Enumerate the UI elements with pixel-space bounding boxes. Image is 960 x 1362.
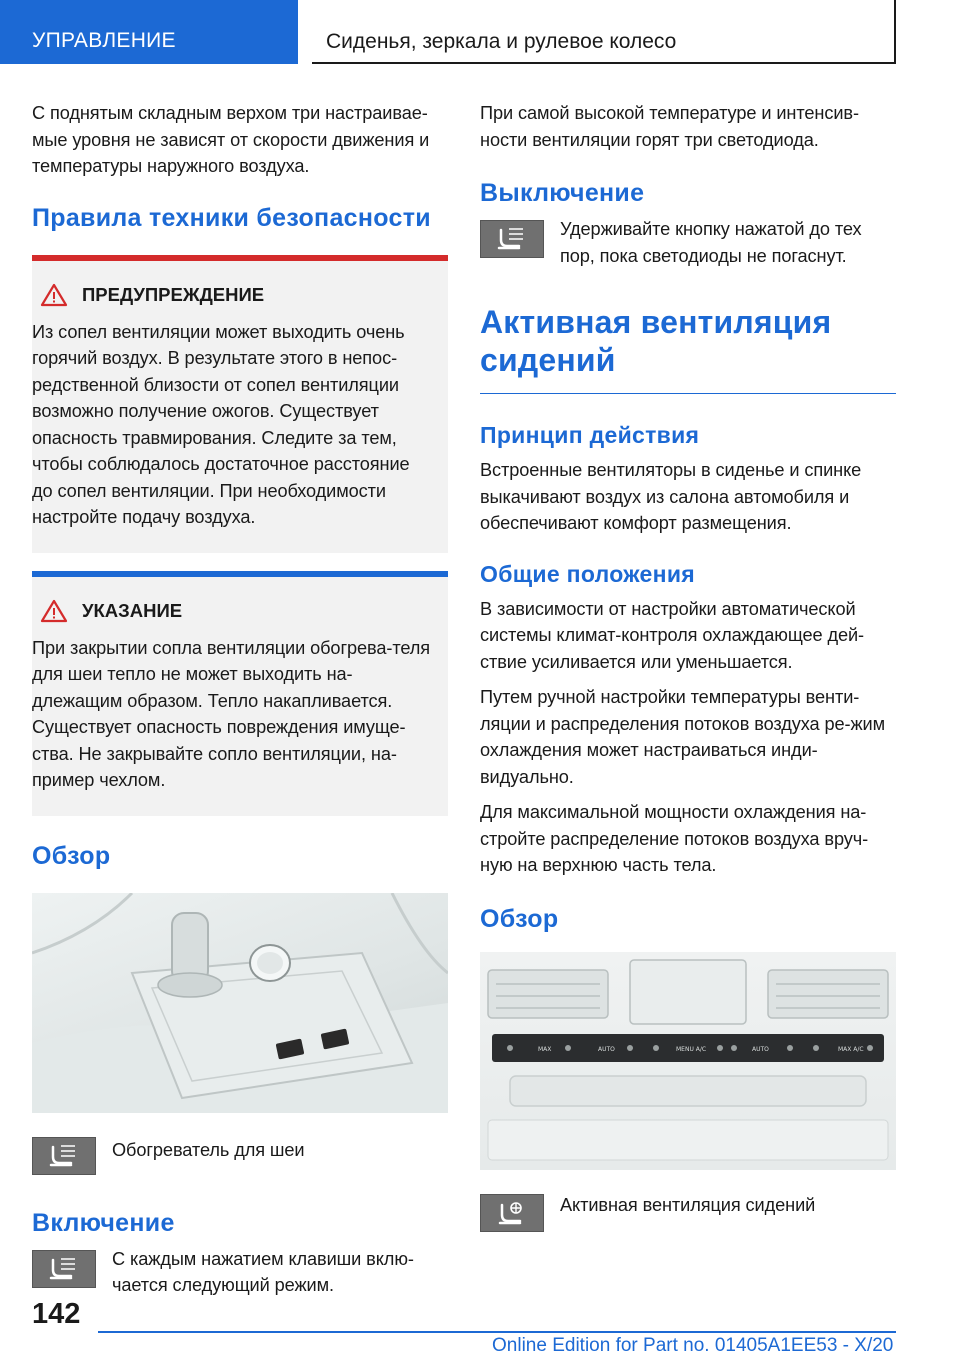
climate-panel-illustration <box>480 952 896 1170</box>
seat-icon <box>47 1143 81 1169</box>
seat-heat-off-icon <box>495 226 529 252</box>
off-text: Удерживайте кнопку нажатой до тех пор, пока светодиоды не погаснут. <box>560 219 862 266</box>
seat-vent-button-icon <box>480 1194 544 1232</box>
main-heading-line-2: сидений <box>480 342 616 378</box>
on-row <box>32 1246 448 1299</box>
note-label: УКАЗАНИЕ <box>82 599 183 621</box>
seat-heat-icon <box>47 1256 81 1282</box>
right-column <box>480 100 896 1232</box>
heading-rule <box>480 393 896 394</box>
principle-heading: Принцип действия <box>480 422 700 448</box>
center-console-photo <box>32 893 448 1113</box>
safety-heading: Правила техники безопасности <box>32 203 431 232</box>
general-paragraph-3: Для максимальной мощности охлаждения на-стройте распределение потоков воздуха вруч-ную на верхнюю часть тела. <box>480 802 869 875</box>
footer-rule <box>98 1331 896 1333</box>
overview-heading-right: Обзор <box>480 904 559 933</box>
overview-heading-left: Обзор <box>32 841 111 870</box>
off-row <box>480 216 896 269</box>
general-paragraph-1: В зависимости от настройки автоматической системы климат-контроля охлаждающее дей-ствие усиливается или уменьшается. <box>480 598 865 672</box>
climate-panel-photo <box>480 952 896 1170</box>
panel-label-auto: AUTO <box>598 1045 615 1053</box>
intro-paragraph: С поднятым складным верхом три настраивае-мые уровня не зависят от скорости движения и температуры наружного воздуха. <box>32 103 430 176</box>
main-heading-line-1: Активная вентиляция <box>480 304 832 340</box>
neck-heater-row <box>32 1133 448 1175</box>
off-button-icon <box>480 220 544 258</box>
off-heading: Выключение <box>480 179 645 207</box>
warning-label: ПРЕДУПРЕЖДЕНИЕ <box>82 283 265 305</box>
warning-box <box>32 255 448 553</box>
panel-label-max: MAX <box>538 1045 552 1053</box>
warning-header <box>32 283 434 307</box>
left-column <box>32 100 448 1299</box>
right-intro: При самой высокой температуре и интенсив-ности вентиляции горят три светодиода. <box>480 103 859 150</box>
note-box <box>32 571 448 816</box>
on-text: С каждым нажатием клавиши вклю-чается следующий режим. <box>112 1248 414 1295</box>
seat-vent-row <box>480 1190 896 1232</box>
note-header <box>32 599 434 623</box>
chapter-title: Сиденья, зеркала и рулевое колесо <box>312 0 896 64</box>
panel-label-auto-2: AUTO <box>752 1045 769 1053</box>
center-console-illustration <box>32 893 448 1113</box>
neck-heater-label: Обогреватель для шеи <box>112 1139 305 1160</box>
seat-ventilation-icon <box>495 1199 529 1227</box>
neck-heater-button-icon <box>32 1137 96 1175</box>
main-heading <box>480 303 896 379</box>
edition-text: Online Edition for Part no. 01405A1EE53 - X/20 <box>492 1335 894 1356</box>
caution-triangle-icon <box>40 599 68 623</box>
page-number: 142 <box>32 1298 81 1330</box>
panel-label-max-ac: MAX A/C <box>838 1045 864 1053</box>
principle-text: Встроенные вентиляторы в сиденье и спинке выкачивают воздух из салона автомобиля и обеспечивают комфорт размещения. <box>480 460 862 533</box>
warning-text: Из сопел вентиляции может выходить очень горячий воздух. В результате этого в непос-редственной близости от сопел вентиляции возможно получение ожогов. Существует опасность травмирования. Следите за тем, чтобы соблюдалось достаточное расстояние до сопел вентиляции. При необходимости настройте подачу воздуха. <box>32 321 410 527</box>
warning-triangle-icon <box>40 283 68 307</box>
on-button-icon <box>32 1250 96 1288</box>
on-heading: Включение <box>32 1208 175 1237</box>
panel-label-menu: MENU A/C <box>676 1045 707 1053</box>
section-tab: УПРАВЛЕНИЕ <box>0 0 298 64</box>
general-heading: Общие положения <box>480 560 695 587</box>
seat-vent-label: Активная вентиляция сидений <box>560 1194 816 1215</box>
general-paragraph-2: Путем ручной настройки температуры венти-ляции и распределения потоков воздуха ре-жим охлаждения может настраиваться инди-видуально. <box>480 687 886 787</box>
note-text: При закрытии сопла вентиляции обогрева-теля для шеи тепло не может выходить на-длежащим образом. Тепло накапливается. Существует опасность повреждения имуще-ства. Не закрывайте сопло вентиляции, на-пример чехлом. <box>32 637 431 790</box>
